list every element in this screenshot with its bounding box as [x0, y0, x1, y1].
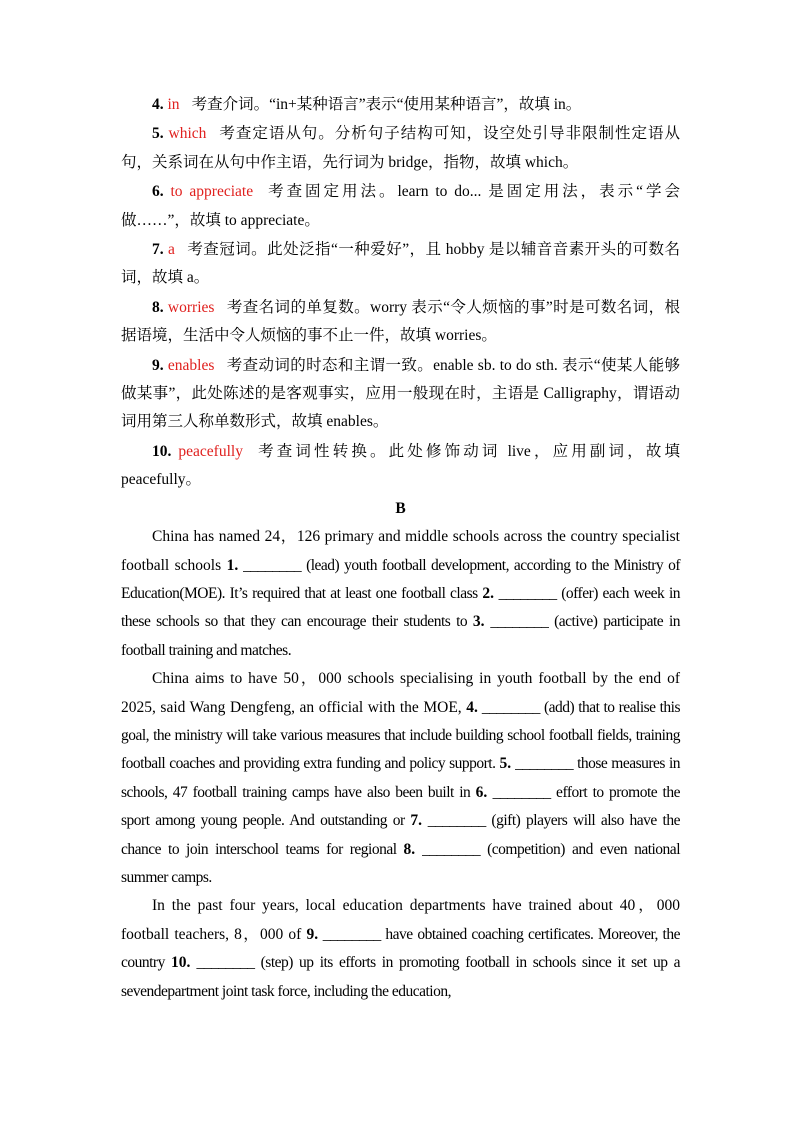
answer-explanation: 考查固定用法。learn to do... 是固定用法，表示“学会做……”，故填 to appreciate。: [121, 183, 681, 229]
answer-word: in: [167, 96, 180, 113]
answer-9: 9. enables 考查动词的时态和主谓一致。enable sb. to do sth. 表示“使某人能够做某事”，此处陈述的是客观事实，应用一般现在时，主语是 Calligraphy，谓语动词用第三人称单数形式，故填 enables。: [121, 356, 680, 431]
answer-7: 7. a 考查冠词。此处泛指“一种爱好”，且 hobby 是以辅音音素开头的可数名词，故填 a。: [121, 241, 681, 287]
answer-4: 4. in 考查介词。“in+某种语言”表示“使用某种语言”，故填 in。: [152, 96, 582, 113]
answer-word: a: [167, 241, 175, 259]
answer-8: 8. worries 考查名词的单复数。worry 表示“令人烦恼的事”时是可数名词，根据语境，生活中令人烦恼的事不止一件，故填 worries。: [121, 298, 681, 345]
answer-word: which: [168, 125, 207, 143]
answer-word: to appreciate: [170, 183, 254, 201]
answer-explanation: 考查动词的时态和主谓一致。enable sb. to do sth. 表示“使某人能够做某事”，此处陈述的是客观事实，应用一般现在时，主语是 Calligraphy，谓语动词用第三人称单数形式，故填 enables。: [121, 356, 680, 431]
answer-word: peacefully: [178, 442, 243, 460]
passage-paragraph-3: In the past four years, local education departments have trained about 40，000 football teachers, 8，000 of 9. ________ have obtained coaching certificates. Moreover, the country 10. ________ (step) up its efforts in promoting football in schools since it set up a sevendepartment joint task force, including the education,: [121, 897, 680, 1000]
answer-explanation: 考查冠词。此处泛指“一种爱好”，且 hobby 是以辅音音素开头的可数名词，故填 a。: [121, 241, 681, 287]
section-heading: B: [395, 499, 406, 517]
answer-10: 10. peacefully 考查词性转换。此处修饰动词 live，应用副词，故填 peacefully。: [121, 442, 681, 489]
passage-paragraph-1: China has named 24，126 primary and middle schools across the country specialist football schools 1. ________ (lead) youth football development, according to the Ministry of Education(MOE). It’s required that at least one football class 2. ________ (offer) each week in these schools so that they can encourage their students to 3. ________ (active) participate in football training and matches.: [121, 528, 681, 659]
answer-word: worries: [167, 298, 215, 316]
answer-explanation: 考查名词的单复数。worry 表示“令人烦恼的事”时是可数名词，根据语境，生活中令人烦恼的事不止一件，故填 worries。: [121, 298, 681, 345]
answer-explanation: 考查词性转换。此处修饰动词 live，应用副词，故填 peacefully。: [121, 442, 681, 489]
document-page: [121, 90, 680, 1006]
answer-word: enables: [167, 356, 215, 374]
answer-6: 6. to appreciate 考查固定用法。learn to do... 是固定用法，表示“学会做……”，故填 to appreciate。: [121, 183, 681, 229]
answer-explanation: 考查定语从句。分析句子结构可知，设空处引导非限制性定语从句，关系词在从句中作主语，先行词为 bridge，指物，故填 which。: [121, 125, 681, 171]
answer-5: 5. which 考查定语从句。分析句子结构可知，设空处引导非限制性定语从句，关系词在从句中作主语，先行词为 bridge，指物，故填 which。: [121, 125, 681, 171]
passage-paragraph-2: China aims to have 50，000 schools specialising in youth football by the end of 2025, said Wang Dengfeng, an official with the MOE, 4. ________ (add) that to realise this goal, the ministry will take various measures that include building school football fields, training football coaches and providing extra funding and policy support. 5. ________ those measures in schools, 47 football training camps have also been built in 6. ________ effort to promote the sport among young people. And outstanding or 7. ________ (gift) players will also have the chance to join interschool teams for regional 8. ________ (competition) and even national summer camps.: [121, 670, 681, 886]
answer-explanation: 考查介词。“in+某种语言”表示“使用某种语言”，故填 in。: [191, 96, 582, 113]
